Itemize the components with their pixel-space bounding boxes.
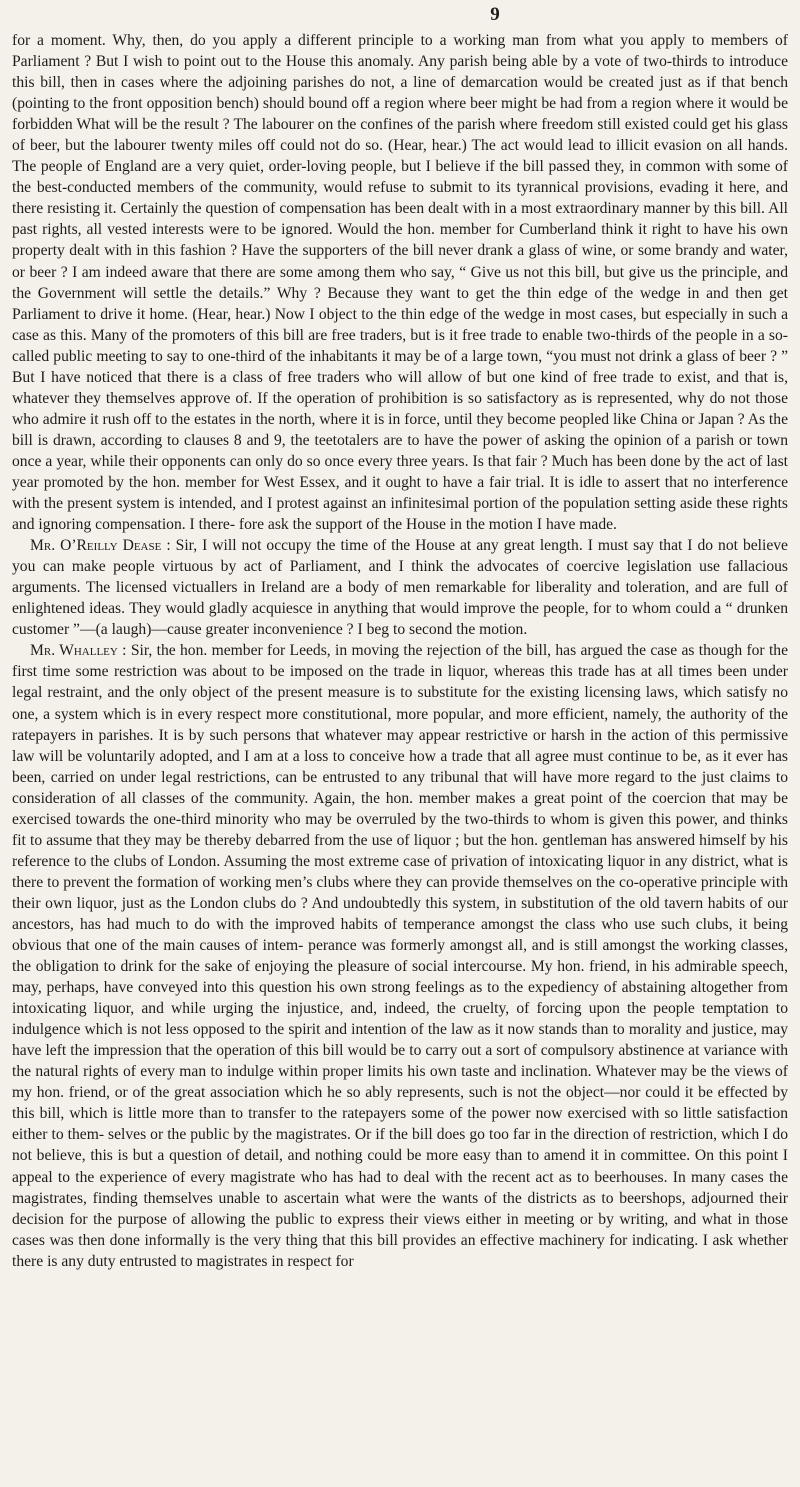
speaker-name: Mr. O’Reilly Dease : <box>30 537 171 555</box>
page-number: 9 <box>490 4 500 25</box>
paragraph-opening-speech <box>12 30 788 535</box>
paragraph-oreilly-dease <box>12 535 788 640</box>
paragraph-whalley <box>12 640 788 1271</box>
speaker-name: Mr. Whalley : <box>30 642 127 660</box>
paragraph-text: Sir, the hon. member for Leeds, in moving the rejection of the bill, has argued the case as though for the first time some restriction was about to be imposed on the trade in liquor, whereas this trade has at all times been under legal restraint, and the only object of the present measure is to substitute for the existing licensing laws, which satisfy no one, a system which is in every respect more constitutional, more popular, and more efficient, namely, the authority of the ratepayers in parishes. It is by such persons that whatever may appear restrictive or harsh in the action of this permissive law will be voluntarily adopted, and I am at a loss to conceive how a trade that all agree must continue to be, as it ever has been, carried on under legal restrictions, can be entrusted to any tribunal that will have more regard to the just claims to consideration of all classes of the community. Again, the hon. member makes a great point of the coercion that may be exercised towards the one-third minority who may be overruled by the two-thirds to whom is given this power, and thinks fit to assume that they may be thereby debarred from the use of liquor ; but the hon. gentleman has answered himself by his reference to the clubs of London. Assuming the most extreme case of privation of intoxicating liquor in any district, what is there to prevent the formation of working men’s clubs where they can provide themselves on the co-operative principle with their own liquor, just as the London clubs do ? And undoubtedly this system, in substitution of the old tavern habits of our ancestors, has had much to do with the improved habits of temperance amongst the class who use such clubs, it being obvious that one of the main causes of intem- perance was formerly amongst all, and is still amongst the working classes, the obligation to drink for the sake of enjoying the pleasure of social intercourse. My hon. friend, in his admirable speech, may, perhaps, have conveyed into this question his own strong feelings as to the expediency of abstaining altogether from intoxicating liquor, and while urging the injustice, and, indeed, the cruelty, of forcing upon the people temptation to indulgence which is not less opposed to the spirit and intention of the law as it now stands than to morality and justice, may have left the impression that the operation of this bill would be to carry out a sort of compulsory abstinence at variance with the natural rights of every man to indulge within proper limits his own taste and inclination. Whatever may be the views of my hon. friend, or of the great association which he so ably represents, such is not the object—nor could it be effected by this bill, which is little more than to transfer to the ratepayers some of the power now exercised with so little satisfaction either to them- selves or the public by the magistrates. Or if the bill does go too far in the direction of restriction, which I do not believe, this is but a question of detail, and nothing could be more easy than to amend it in committee. On this point I appeal to the experience of every magistrate who has had to deal with the recent act as to beerhouses. In many cases the magistrates, finding themselves unable to ascertain what were the wants of the districts as to beershops, adjourned their decision for the purpose of allowing the public to express their views either in meeting or by writing, and what in those cases was then done informally is the very thing that this bill provides an effective machinery for indicating. I ask whether there is any duty entrusted to magistrates in respect for <box>12 642 788 1270</box>
paragraph-text: for a moment. Why, then, do you apply a different principle to a working man from what you apply to members of Parliament ? But I wish to point out to the House this anomaly. Any parish being able by a vote of two-thirds to introduce this bill, then in cases where the adjoining parishes do not, a line of demarcation would be created just as if that bench (pointing to the front opposition bench) should bound off a region where beer might be had from a region where it would be forbidden What will be the result ? The labourer on the confines of the parish where freedom still existed could get his glass of beer, but the labourer twenty miles off could not do so. (Hear, hear.) The act would lead to illicit evasion on all hands. The people of England are a very quiet, order-loving people, but I believe if the bill passed they, in common with some of the best-conducted members of the community, would refuse to submit to its tyrannical provisions, evading it here, and there resisting it. Certainly the question of compensation has been dealt with in a most extraordinary manner by this bill. All past rights, all vested interests were to be ignored. Would the hon. member for Cumberland think it right to have his own property dealt with in this fashion ? Have the supporters of the bill never drank a glass of wine, or some brandy and water, or beer ? I am indeed aware that there are some among them who say, “ Give us not this bill, but give us the principle, and the Government will settle the details.” Why ? Because they want to get the thin edge of the wedge in and then get Parliament to drive it home. (Hear, hear.) Now I object to the thin edge of the wedge in most cases, but especially in such a case as this. Many of the promoters of this bill are free traders, but is it free trade to enable two-thirds of the people in a so-called public meeting to say to one-third of the inhabitants it may be of a large town, “you must not drink a glass of beer ? ” But I have noticed that there is a class of free traders who will allow of but one kind of free trade to exist, and that is, whatever they themselves approve of. If the operation of prohibition is so satisfactory as is represented, why do not those who admire it rush off to the estates in the north, where it is in force, until they become peopled like China or Japan ? As the bill is drawn, according to clauses 8 and 9, the teetotalers are to have the power of asking the opinion of a parish or town once a year, while their opponents can only do so once every three years. Is that fair ? Much has been done by the act of last year promoted by the hon. member for West Essex, and it ought to have a fair trial. It is idle to assert that no interference with the present system is intended, and I protest against an infinitesimal portion of the population setting aside these rights and ignoring compensation. I there- fore ask the support of the House in the motion I have made. <box>12 32 788 534</box>
body-text <box>12 30 788 1272</box>
paragraph-text: Sir, I will not occupy the time of the House at any great length. I must say that I do not believe you can make people virtuous by act of Parliament, and I think the advocates of coercive legislation use fallacious arguments. The licensed victuallers in Ireland are a body of men remarkable for liberality and toleration, and are full of enlightened ideas. They would gladly acquiesce in anything that would improve the people, for to whom could a “ drunken customer ”—(a laugh)—cause greater inconvenience ? I beg to second the motion. <box>12 537 788 639</box>
